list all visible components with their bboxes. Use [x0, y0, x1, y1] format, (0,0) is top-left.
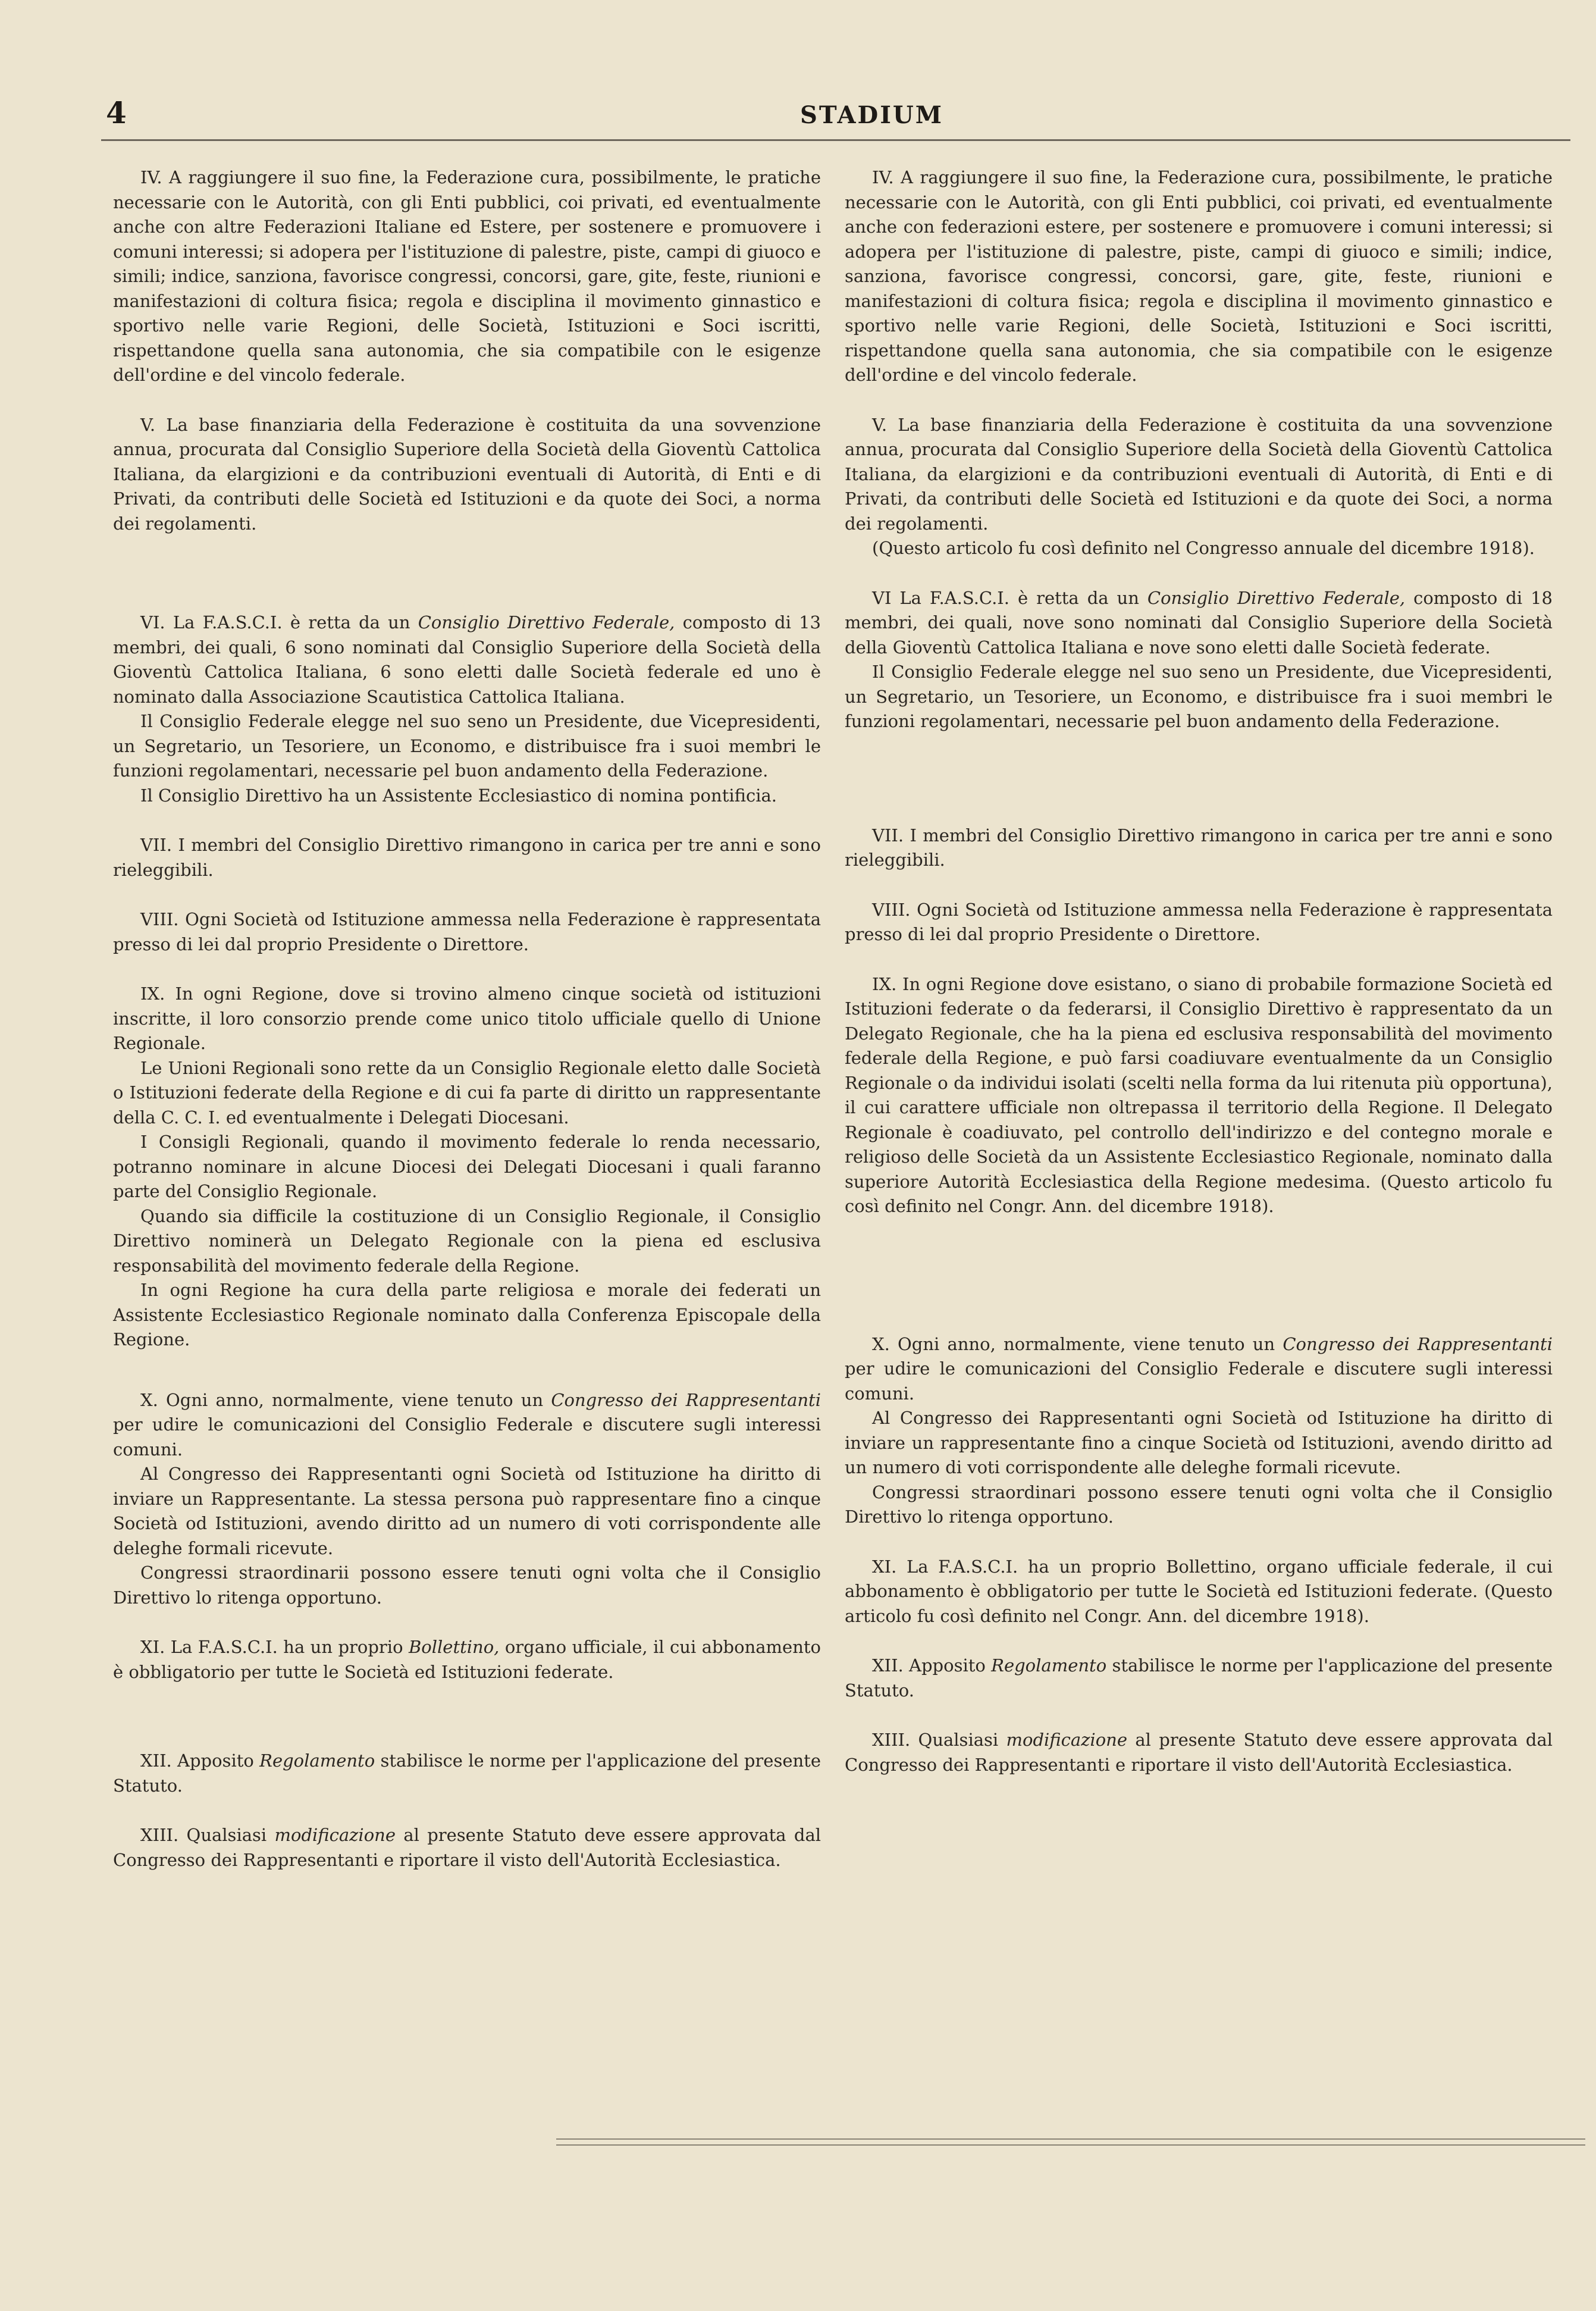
left-art13-italic: modificazione — [274, 1825, 396, 1845]
page-header — [101, 89, 1570, 137]
right-art13-italic: modificazione — [1006, 1730, 1128, 1750]
left-article-10-p3: Congressi straordinarii possono essere tenuti ogni volta che il Consiglio Direttivo lo ritenga opportuno. — [113, 1562, 821, 1608]
right-article-8: VIII. Ogni Società od Istituzione ammessa nella Federazione è rappresentata presso di lei dal proprio Presidente o Direttore. — [845, 899, 1553, 944]
right-article-13 — [845, 1728, 1553, 1777]
left-art11-text-b: organo ufficiale, il cui abbonamento è obbligatorio per tutte le Società ed Istituzioni federate. — [113, 1637, 821, 1682]
right-article-5: V. La base finanziaria della Federazione è costituita da una sovvenzione annua, procurata dal Consiglio Superiore della Società della Gioventù Cattolica Italiana, da elargizioni e da contribuzioni eventuali di Autorità, di Enti e di Privati, da contributi delle Società ed Istituzioni e da quote dei Soci, a norma dei regolamenti. — [845, 414, 1553, 534]
left-article-10-p2: Al Congresso dei Rappresentanti ogni Società od Istituzione ha diritto di inviare un Rappresentante. La stessa persona può rappresentare fino a cinque Società od Istituzioni, avendo diritto ad un numero di voti corrispondente alle deleghe formali ricevute. — [113, 1464, 821, 1558]
left-art12-italic: Regolamento — [259, 1751, 375, 1771]
right-art13-text-b: al presente Statuto deve essere approvata dal Congresso dei Rappresentanti e riportare il visto dell'Autorità Ecclesiastica. — [845, 1730, 1553, 1775]
left-art11-italic: Bollettino, — [408, 1637, 500, 1657]
right-art12-text-a: XII. Apposito — [872, 1655, 992, 1676]
right-article-9: IX. In ogni Regione dove esistano, o siano di probabile formazione Società ed Istituzioni federate o da federarsi, il Consiglio Direttivo è rappresentato da un Delegato Regionale, che ha la piena ed esclusiva responsabilità del movimento federale della Regione, e può farsi coadiuvare eventualmente da un Consiglio Regionale o da individui isolati (scelti nella forma da lui ritenuta più opportuna), il cui carattere ufficiale non oltrepassa il territorio della Regione. Il Delegato Regionale è coadiuvato, pel controllo dell'indirizzo e del contegno morale e religioso delle Società da un Assistente Ecclesiastico Regionale, nominato dalla superiore Autorità Ecclesiastica della Regione medesima. (Questo articolo fu così definito nel Congr. Ann. del dicembre 1918). — [845, 973, 1553, 1216]
left-article-6-p3: Il Consiglio Direttivo ha un Assistente Ecclesiastico di nomina pontificia. — [140, 785, 777, 806]
left-art12-text-a: XII. Apposito — [140, 1751, 260, 1771]
right-art6-text-a: VI La F.A.S.C.I. è retta da un — [872, 587, 1147, 608]
right-column — [845, 165, 1553, 1777]
left-article-12 — [113, 1749, 821, 1798]
left-article-5: V. La base finanziaria della Federazione è costituita da una sovvenzione annua, procurata dal Consiglio Superiore della Società della Gioventù Cattolica Italiana, da elargizioni e da contribuzioni eventuali di Autorità, di Enti e di Privati, da contributi delle Società ed Istituzioni e da quote dei Soci, a norma dei regolamenti. — [113, 414, 821, 534]
right-art13-text-a: XIII. Qualsiasi — [872, 1730, 1006, 1750]
left-article-6 — [113, 610, 821, 709]
right-article-10-p3: Congressi straordinari possono essere tenuti ogni volta che il Consiglio Direttivo lo ritenga opportuno. — [845, 1482, 1553, 1527]
left-art11-text-a: XI. La F.A.S.C.I. ha un proprio — [140, 1637, 409, 1657]
right-article-10-p2: Al Congresso dei Rappresentanti ogni Società od Istituzione ha diritto di inviare un rappresentante fino a cinque Società od Istituzioni, avendo diritto ad un numero di voti corrispondente alle deleghe formali ricevute. — [845, 1408, 1553, 1477]
left-art6-italic: Consiglio Direttivo Federale, — [418, 612, 675, 632]
right-article-11: XI. La F.A.S.C.I. ha un proprio Bollettino, organo ufficiale federale, il cui abbonamento è obbligatorio per tutte le Società ed Istituzioni federate. (Questo articolo fu così definito nel Congr. Ann. del dicembre 1918). — [845, 1556, 1553, 1626]
right-art10-italic: Congresso dei Rappresentanti — [1283, 1333, 1553, 1354]
left-article-9-p5: In ogni Regione ha cura della parte religiosa e morale dei federati un Assistente Ecclesiastico Regionale nominato dalla Conferenza Episcopale della Regione. — [113, 1280, 821, 1349]
left-article-9: IX. In ogni Regione, dove si trovino almeno cinque società od istituzioni inscritte, il loro consorzio prende come unico titolo ufficiale quello di Unione Regionale. — [113, 984, 821, 1053]
left-article-9-p2: Le Unioni Regionali sono rette da un Consiglio Regionale eletto dalle Società o Istituzioni federate della Regione e di cui fa parte di diritto un rappresentante della C. C. I. ed eventualmente i Delegati Diocesani. — [113, 1057, 821, 1128]
left-art13-text-a: XIII. Qualsiasi — [140, 1825, 275, 1845]
right-article-12 — [845, 1654, 1553, 1703]
right-art6-text-b: composto di 18 membri, dei quali, nove sono nominati dal Consiglio Superiore della Società della Gioventù Cattolica Italiana e nove sono eletti dalle Società federate. — [845, 587, 1553, 657]
left-column — [113, 165, 821, 1872]
footer-rule-bottom — [556, 2144, 1585, 2146]
left-art10-text-a: X. Ogni anno, normalmente, viene tenuto un — [140, 1389, 551, 1410]
right-art6-italic: Consiglio Direttivo Federale, — [1147, 587, 1406, 608]
right-article-5-note: (Questo articolo fu così definito nel Congresso annuale del dicembre 1918). — [872, 538, 1535, 558]
right-art12-text-b: stabilisce le norme per l'applicazione del presente Statuto. — [845, 1655, 1553, 1701]
left-art12-text-b: stabilisce le norme per l'applicazione del presente Statuto. — [113, 1751, 821, 1796]
left-article-8: VIII. Ogni Società od Istituzione ammessa nella Federazione è rappresentata presso di lei dal proprio Presidente o Direttore. — [113, 909, 821, 954]
left-art6-text-b: composto di 13 membri, dei quali, 6 sono nominati dal Consiglio Superiore della Società della Gioventù Cattolica Italiana, 6 sono eletti dalle Società federale ed uno è nominato dalla Associazione Scautistica Cattolica Italiana. — [113, 612, 821, 707]
left-article-6-p2: Il Consiglio Federale elegge nel suo seno un Presidente, due Vicepresidenti, un Segretario, un Tesoriere, un Economo, e distribuisce fra i suoi membri le funzioni regolamentari, necessarie pel buon andamento della Federazione. — [113, 711, 821, 781]
header-rule — [101, 139, 1570, 141]
left-art10-italic: Congresso dei Rappresentanti — [551, 1389, 821, 1410]
left-article-10 — [113, 1388, 821, 1463]
right-article-4: IV. A raggiungere il suo fine, la Federazione cura, possibilmente, le pratiche necessarie con le Autorità, con gli Enti pubblici, coi privati, ed eventualmente anche con federazioni estere, per sostenere e promuovere i comuni interessi; si adopera per l'istituzione di palestre, piste, campi di giuoco e simili; indice, sanziona, favorisce congressi, concorsi, gare, gite, feste, riunioni e manifestazioni di coltura fisica; regola e disciplina il movimento ginnastico e sportivo nelle varie Regioni, delle Società, Istituzioni e Soci iscritti, rispettandone quella sana autonomia, che sia compatibile con le esigenze dell'ordine e del vincolo federale. — [845, 167, 1553, 385]
left-article-11 — [113, 1635, 821, 1684]
left-article-4: IV. A raggiungere il suo fine, la Federazione cura, possibilmente, le pratiche necessarie con le Autorità, con gli Enti pubblici, coi privati, ed eventualmente anche con altre Federazioni Italiane ed Estere, per sostenere e promuovere i comuni interessi; si adopera per l'istituzione di palestre, piste, campi di giuoco e simili; indice, sanziona, favorisce congressi, concorsi, gare, gite, feste, riunioni e manifestazioni di coltura fisica; regola e disciplina il movimento ginnastico e sportivo nelle varie Regioni, delle Società, Istituzioni e Soci iscritti, rispettandone quella sana autonomia, che sia compatibile con le esigenze dell'ordine e del vincolo federale. — [113, 167, 821, 385]
right-art10-text-b: per udire le comunicazioni del Consiglio Federale e discutere sugli interessi comuni. — [845, 1358, 1553, 1404]
right-article-10 — [845, 1332, 1553, 1407]
left-article-7: VII. I membri del Consiglio Direttivo rimangono in carica per tre anni e sono rieleggibili. — [113, 835, 821, 880]
left-art10-text-b: per udire le comunicazioni del Consiglio Federale e discutere sugli interessi comuni. — [113, 1414, 821, 1460]
right-article-7: VII. I membri del Consiglio Direttivo rimangono in carica per tre anni e sono rieleggibili. — [845, 825, 1553, 870]
left-article-9-p3: I Consigli Regionali, quando il movimento federale lo renda necessario, potranno nominare in alcune Diocesi dei Delegati Diocesani i quali faranno parte del Consiglio Regionale. — [113, 1132, 821, 1201]
footer-rule-top — [556, 2138, 1585, 2140]
left-art6-text-a: VI. La F.A.S.C.I. è retta da un — [140, 612, 418, 632]
running-title: STADIUM — [800, 101, 944, 129]
left-art13-text-b: al presente Statuto deve essere approvata dal Congresso dei Rappresentanti e riportare il visto dell'Autorità Ecclesiastica. — [113, 1825, 821, 1870]
page-number: 4 — [106, 95, 127, 130]
right-article-6-p2: Il Consiglio Federale elegge nel suo seno un Presidente, due Vicepresidenti, un Segretario, un Tesoriere, un Economo, e distribuisce fra i suoi membri le funzioni regolamentari, necessarie pel buon andamento della Federazione. — [845, 662, 1553, 731]
right-article-6 — [845, 586, 1553, 660]
left-article-13 — [113, 1823, 821, 1872]
right-art12-italic: Regolamento — [991, 1655, 1107, 1676]
left-article-9-p4: Quando sia difficile la costituzione di un Consiglio Regionale, il Consiglio Direttivo nominerà un Delegato Regionale con la piena ed esclusiva responsabilità del movimento federale della Regione. — [113, 1205, 821, 1276]
right-art10-text-a: X. Ogni anno, normalmente, viene tenuto un — [872, 1333, 1283, 1354]
